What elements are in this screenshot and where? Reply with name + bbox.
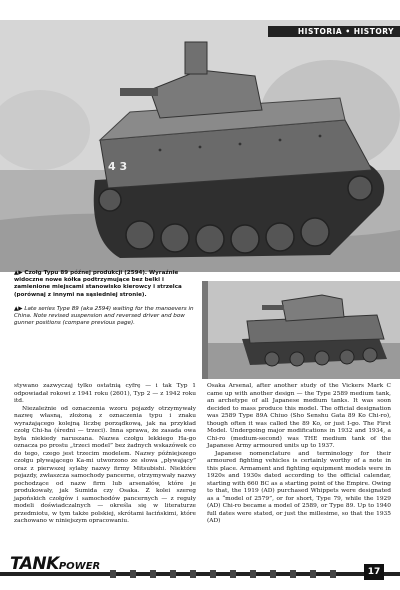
paragraph: Japanese nomenclature and terminology for their armoured fighting vehicles is certainly worthy of a note in this place. Armament and fighting equipment models were in 1920s and 1930s dated according to the official calendar, starting with 660 BC as a starting point of the Empire. Owing to that, the 1919 (AD) purchased Whippets were designated as a “model of 2579”, or for short, Type 79, while the 1929 (AD) Chi-ro became a model of 2589, or Type 89. Up to 1940 full dates were stated, or just the millesime, so that the 1935 (AD) xyxy=(207,450,391,524)
photo-caption-polish xyxy=(14,270,200,299)
paragraph: Osaka Arsenal, after another study of the Vickers Mark C came up with another design — the Type 2589 medium tank, an archetype of all Japanese medium tanks. It was soon decided to mass produce this model. The official designation was 2589 Type 89A Chiuo (Sho Senshu Gata 89 Ko Chi-ro), though often it was called the 89 Ko, or just I-go. The First Model. Undergoing major modifications in 1932 and 1934, a Chi-ro (medium-second) was THE medium tank of the Japanese Army armoured units up to 1937. xyxy=(207,383,391,449)
tank-photo-side xyxy=(202,281,400,379)
body-column-polish xyxy=(14,383,196,526)
tank-photo-main xyxy=(0,20,400,272)
tank-illustration-main xyxy=(0,20,400,272)
logo-power-text: POWER xyxy=(58,561,101,572)
photo-caption-english xyxy=(14,306,200,328)
tankpower-logo xyxy=(10,554,100,574)
caption-text-polish: Czołg Typu 89 późnej produkcji (2594). Wyraźnie widoczne nowe kółka podtrzymujące bez belki i zamienione miejscami stanowisko kierowcy i strzelca (porównaj z innymi na sąsiedniej stronie). xyxy=(14,270,182,298)
body-column-english xyxy=(207,383,391,526)
tank-illustration-side xyxy=(202,281,400,379)
paragraph: stywano zazwyczaj tylko ostatnią cyfrę — i tak Typ 1 odpowiadał rokowi z 1941 roku (2601), Typ 2 — z 1942 roku itd. xyxy=(14,383,196,404)
caption-arrow-icon: ▲▶ xyxy=(14,270,23,276)
page-number: 17 xyxy=(364,564,384,580)
hull-marking: 4 3 xyxy=(108,160,128,173)
caption-text-english: Late series Type 89 (aka 2594) waiting for the manoevers in China. Note revised suspension and reversed driver and bow gunner positions (compare previous page). xyxy=(14,306,194,327)
section-header-label: HISTORIA • HISTORY xyxy=(297,27,394,36)
logo-tank-text: TANK xyxy=(10,554,59,574)
caption-arrow-icon: ▲▶ xyxy=(14,306,23,312)
paragraph: Niezależnie od oznaczenia wzoru pojazdy otrzymywały nazwę własną, złożoną z oznaczenia typu i znaku wyrażającego kolejną liczbę porządkową, jak na przykład czołg Chi-ha (średni — trzeci). Inna sprawa, że zasada owa była niekiedy naruszana. Nazwa czołgu lekkiego Ha-go oznacza po prostu „trzeci model” bez żadnych wskazówek co do tego, czego jest trzecim modelem. Nazwy późniejszego czołgu pływającego Ka-mi utworzono ze słowa „pływający” oraz z pierwszej sylaby nazwy firmy Mitsubishi. Niektóre pojazdy, zwłaszcza samochody pancerne, otrzymywały nazwy pochodzące od nazw firm lub arsenałów, które je produkowały, jak Sumida czy Osaka. Z kolei szereg japońskich czołgów i samochodów pancernych — z reguły modeli doświadczalnych — określa się w literaturze przedmiotu, w tym także polskiej, skrótami łacińskimi, które zachowano w niniejszym opracowaniu. xyxy=(14,405,196,524)
